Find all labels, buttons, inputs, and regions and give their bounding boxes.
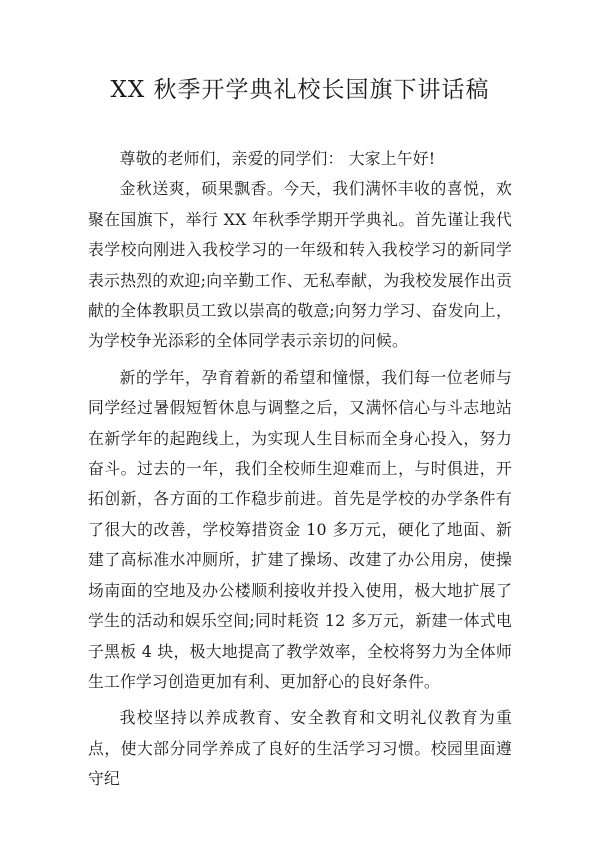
paragraph-review: 新的学年，孕育着新的希望和憧憬，我们每一位老师与同学经过暑假短暂休息与调整之后，又满怀信心与斗志地站在新学年的起跑线上，为实现人生目标而全身心投入，努力奋斗。过去的一年，我们全校师生迎难而上，与时俱进，开拓创新，各方面的工作稳步前进。首先是学校的办学条件有了很大的改善，学校筹措资金 10 多万元，硬化了地面、新建了高标准水冲厕所，扩建了操场、改建了办公用房，使操场南面的空地及办公楼顺利接收并投入使用，极大地扩展了学生的活动和娱乐空间;同时耗资 12 多万元，新建一体式电子黑板 4 块，极大地提高了教学效率，全校将努力为全体师生工作学习创造更加有利、更加舒心的良好条件。 bbox=[88, 367, 512, 691]
document-body bbox=[88, 144, 512, 795]
document-title: XX 秋季开学典礼校长国旗下讲话稿 bbox=[110, 77, 490, 103]
paragraph-welcome: 金秋送爽，硕果飘香。今天，我们满怀丰收的喜悦，欢聚在国旗下，举行 XX 年秋季学期开学典礼。首先谨让我代表学校向刚进入我校学习的一年级和转入我校学习的新同学表示热烈的欢迎;向辛勤工作、无私奉献，为我校发展作出贡献的全体教职员工致以崇高的敬意;向努力学习、奋发向上，为学校争光添彩的全体同学表示亲切的问候。 bbox=[88, 179, 512, 351]
paragraph-education: 我校坚持以养成教育、安全教育和文明礼仪教育为重点，使大部分同学养成了良好的生活学习习惯。校园里面遵守纪 bbox=[88, 708, 512, 789]
paragraph-greeting: 尊敬的老师们，亲爱的同学们： 大家上午好! bbox=[119, 149, 436, 168]
